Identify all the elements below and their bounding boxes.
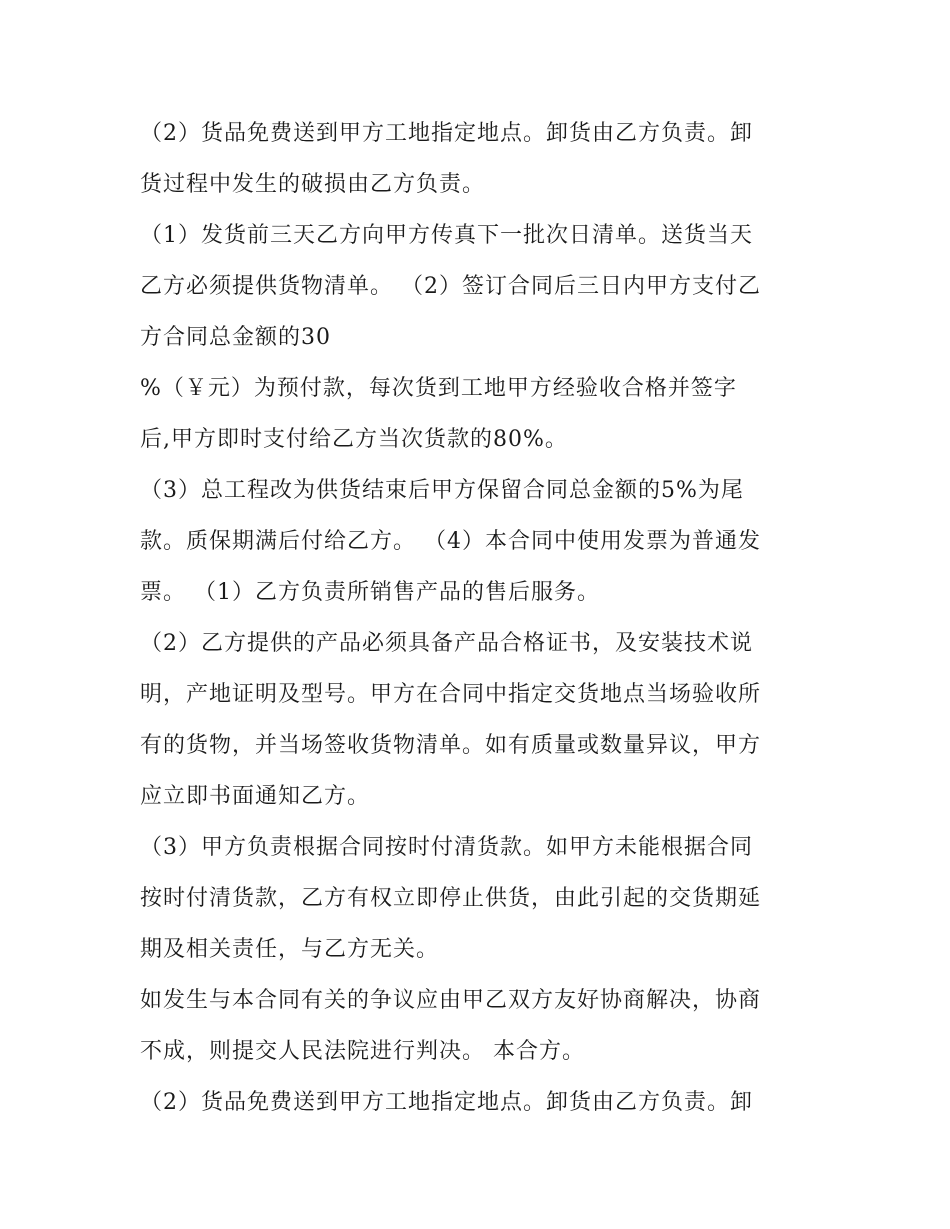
text-line-19: 不成，则提交人民法院进行判决。 本合方。 <box>140 1039 585 1064</box>
text-line-8: （3）总工程改为供货结束后甲方保留合同总金额的5%为尾 <box>140 478 744 503</box>
text-line-3: （1）发货前三天乙方向甲方传真下一批次日清单。送货当天 <box>140 223 753 248</box>
text-line-2: 货过程中发生的破损由乙方负责。 <box>140 172 486 197</box>
text-line-14: 应立即书面通知乙方。 <box>140 784 371 809</box>
text-line-15: （3）甲方负责根据合同按时付清货款。如甲方未能根据合同 <box>140 835 753 860</box>
text-line-4: 乙方必须提供货物清单。 （2）签订合同后三日内甲方支付乙 <box>140 274 761 299</box>
text-line-10: 票。 （1）乙方负责所销售产品的售后服务。 <box>140 580 600 605</box>
text-line-9: 款。质保期满后付给乙方。 （4）本合同中使用发票为普通发 <box>140 529 761 554</box>
text-line-17: 期及相关责任，与乙方无关。 <box>140 937 440 962</box>
text-line-16: 按时付清货款，乙方有权立即停止供货，由此引起的交货期延 <box>140 886 762 911</box>
text-line-11: （2）乙方提供的产品必须具备产品合格证书，及安装技术说 <box>140 631 753 656</box>
text-line-18: 如发生与本合同有关的争议应由甲乙双方友好协商解决，协商 <box>140 988 762 1013</box>
text-line-5: 方合同总金额的30 <box>140 325 331 350</box>
text-line-20: （2）货品免费送到甲方工地指定地点。卸货由乙方负责。卸 <box>140 1090 753 1115</box>
text-line-7: 后,甲方即时支付给乙方当次货款的80%。 <box>140 427 568 452</box>
text-line-1: （2）货品免费送到甲方工地指定地点。卸货由乙方负责。卸 <box>140 121 753 146</box>
text-line-6: %（￥元）为预付款，每次货到工地甲方经验收合格并签字 <box>140 376 737 401</box>
contract-text <box>140 108 820 1128</box>
text-line-12: 明，产地证明及型号。甲方在合同中指定交货地点当场验收所 <box>140 682 762 707</box>
text-line-13: 有的货物，并当场签收货物清单。如有质量或数量异议，甲方 <box>140 733 762 758</box>
